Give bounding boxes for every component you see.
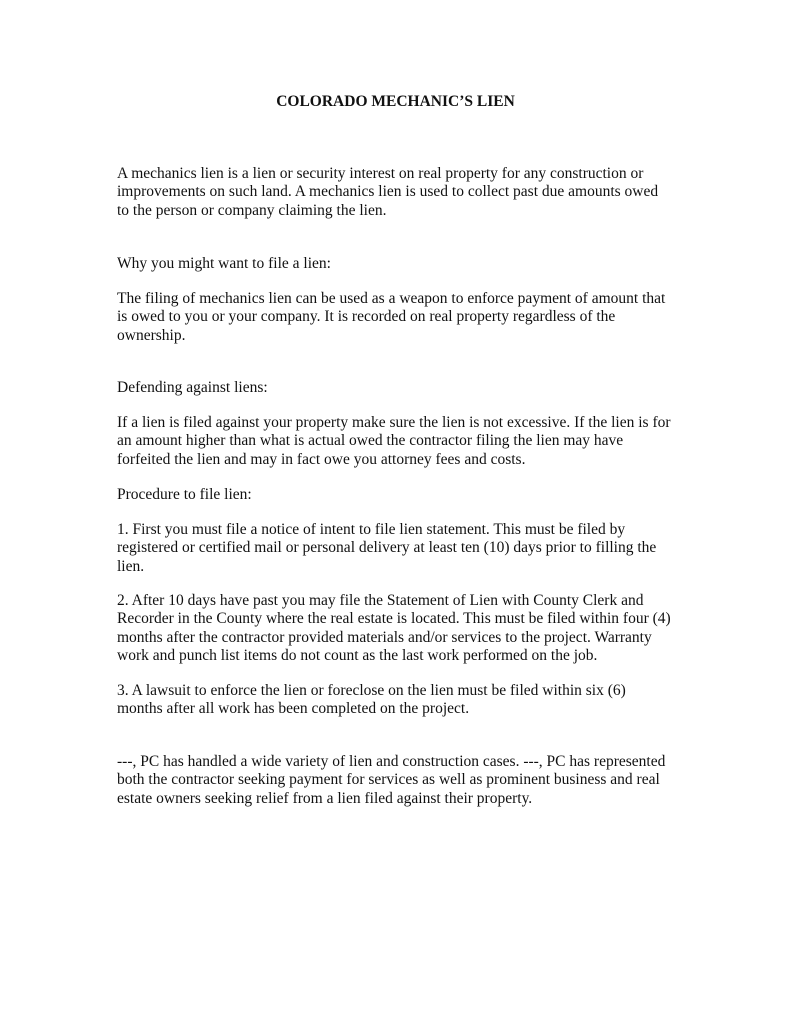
text-line: forfeited the lien and may in fact owe you attorney fees and costs. bbox=[117, 450, 526, 468]
text-line: ---, PC has handled a wide variety of lien and construction cases. ---, PC has represented bbox=[117, 753, 666, 770]
text-line: Procedure to file lien: bbox=[117, 486, 252, 503]
paragraph-why-file bbox=[117, 290, 687, 345]
paragraph-intro bbox=[117, 165, 687, 220]
text-line: an amount higher than what is actual owed the contractor filing the lien may have bbox=[117, 432, 624, 450]
text-line: is owed to you or your company. It is recorded on real property regardless of the bbox=[117, 308, 616, 326]
text-line: Defending against liens: bbox=[117, 379, 268, 396]
document-title: COLORADO MECHANIC’S LIEN bbox=[276, 93, 515, 110]
text-line: to the person or company claiming the lien. bbox=[117, 201, 387, 219]
text-line: If a lien is filed against your property make sure the lien is not excessive. If the lien is for bbox=[117, 414, 671, 431]
text-line: 1. First you must file a notice of intent to file lien statement. This must be filed by bbox=[117, 521, 626, 538]
text-line: Recorder in the County where the real estate is located. This must be filed within four (4) bbox=[117, 610, 671, 628]
text-line: ownership. bbox=[117, 326, 186, 344]
text-line: improvements on such land. A mechanics lien is used to collect past due amounts owed bbox=[117, 183, 659, 201]
text-line: work and punch list items do not count as the last work performed on the job. bbox=[117, 646, 598, 664]
procedure-step-3 bbox=[117, 682, 687, 719]
text-line: lien. bbox=[117, 557, 145, 575]
text-line: estate owners seeking relief from a lien filed against their property. bbox=[117, 789, 533, 807]
text-line: A mechanics lien is a lien or security interest on real property for any construction or bbox=[117, 165, 644, 182]
heading-procedure bbox=[117, 486, 687, 504]
text-line: 2. After 10 days have past you may file the Statement of Lien with County Clerk and bbox=[117, 592, 644, 609]
paragraph-closing bbox=[117, 753, 687, 808]
paragraph-defending bbox=[117, 414, 687, 469]
text-line: registered or certified mail or personal delivery at least ten (10) days prior to filling the bbox=[117, 539, 657, 557]
heading-why-file bbox=[117, 255, 687, 273]
text-line: both the contractor seeking payment for services as well as prominent business and real bbox=[117, 771, 660, 789]
text-line: The filing of mechanics lien can be used as a weapon to enforce payment of amount that bbox=[117, 290, 666, 307]
text-line: months after the contractor provided materials and/or services to the project. Warranty bbox=[117, 628, 652, 646]
procedure-step-2 bbox=[117, 592, 687, 665]
text-line: 3. A lawsuit to enforce the lien or foreclose on the lien must be filed within six (6) bbox=[117, 682, 626, 699]
heading-defending bbox=[117, 379, 687, 397]
procedure-step-1 bbox=[117, 521, 687, 576]
text-line: Why you might want to file a lien: bbox=[117, 255, 331, 272]
text-line: months after all work has been completed on the project. bbox=[117, 700, 470, 718]
